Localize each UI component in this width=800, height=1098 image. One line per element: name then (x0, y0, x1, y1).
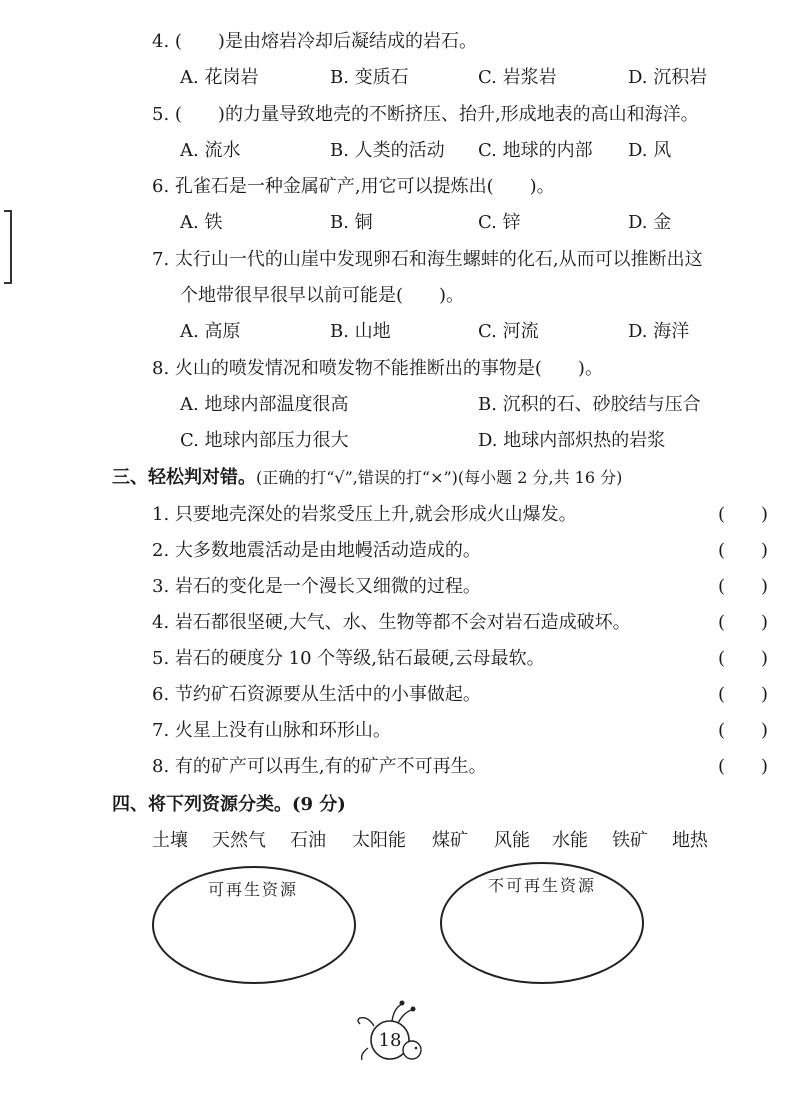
question-5-option-d: D. 风 (628, 140, 672, 161)
true-false-item-3: 3. 岩石的变化是一个漫长又细微的过程。 (152, 576, 481, 597)
resource-word[interactable]: 水能 (552, 830, 588, 851)
question-5-stem: 5. ( )的力量导致地壳的不断挤压、抬升,形成地表的高山和海洋。 (152, 104, 699, 125)
true-false-answer-blank-2[interactable]: ( ) (718, 540, 769, 561)
question-4-option-d: D. 沉积岩 (628, 67, 708, 88)
resource-word[interactable]: 太阳能 (352, 830, 406, 851)
question-8-option-a: A. 地球内部温度很高 (180, 394, 349, 415)
question-5-option-c: C. 地球的内部 (478, 140, 593, 161)
true-false-item-6: 6. 节约矿石资源要从生活中的小事做起。 (152, 684, 481, 705)
question-6-option-a: A. 铁 (180, 212, 223, 233)
question-8-option-b: B. 沉积的石、砂胶结与压合 (478, 394, 701, 415)
question-7-option-c: C. 河流 (478, 321, 539, 342)
true-false-item-1: 1. 只要地壳深处的岩浆受压上升,就会形成火山爆发。 (152, 504, 577, 525)
true-false-answer-blank-7[interactable]: ( ) (718, 720, 769, 741)
true-false-item-5: 5. 岩石的硬度分 10 个等级,钻石最硬,云母最软。 (152, 648, 545, 669)
binding-mark (4, 282, 12, 284)
true-false-answer-blank-1[interactable]: ( ) (718, 504, 769, 525)
true-false-item-2: 2. 大多数地震活动是由地幔活动造成的。 (152, 540, 481, 561)
nonrenewable-resources-label: 不可再生资源 (488, 876, 597, 895)
true-false-item-7: 7. 火星上没有山脉和环形山。 (152, 720, 391, 741)
question-8-option-d: D. 地球内部炽热的岩浆 (478, 430, 666, 451)
question-7-option-d: D. 海洋 (628, 321, 690, 342)
question-6-option-b: B. 铜 (330, 212, 373, 233)
question-5-option-a: A. 流水 (180, 140, 241, 161)
section-4-heading: 四、将下列资源分类。(9 分) (112, 794, 346, 815)
question-4-option-a: A. 花岗岩 (180, 67, 259, 88)
question-8-option-c: C. 地球内部压力很大 (180, 430, 349, 451)
resource-word[interactable]: 地热 (672, 830, 708, 851)
question-7-option-b: B. 山地 (330, 321, 391, 342)
section-3-heading (112, 466, 622, 490)
question-6-option-c: C. 锌 (478, 212, 521, 233)
page-number: 18 (378, 1030, 402, 1051)
true-false-item-8: 8. 有的矿产可以再生,有的矿产不可再生。 (152, 756, 487, 777)
binding-mark (10, 210, 12, 284)
true-false-answer-blank-3[interactable]: ( ) (718, 576, 769, 597)
resource-word[interactable]: 铁矿 (612, 830, 648, 851)
question-6-option-d: D. 金 (628, 212, 672, 233)
resource-word[interactable]: 天然气 (212, 830, 266, 851)
question-7-option-a: A. 高原 (180, 321, 241, 342)
true-false-answer-blank-4[interactable]: ( ) (718, 612, 769, 633)
section-3-title: 三、轻松判对错。 (112, 467, 256, 488)
section-3-instructions: (正确的打“√”,错误的打“×”)(每小题 2 分,共 16 分) (256, 468, 623, 487)
question-5-option-b: B. 人类的活动 (330, 140, 445, 161)
question-8-stem: 8. 火山的喷发情况和喷发物不能推断出的事物是( )。 (152, 358, 603, 379)
renewable-resources-label: 可再生资源 (208, 880, 299, 899)
binding-mark (4, 210, 12, 212)
true-false-answer-blank-5[interactable]: ( ) (718, 648, 769, 669)
question-4-option-c: C. 岩浆岩 (478, 67, 557, 88)
resource-word[interactable]: 煤矿 (432, 830, 468, 851)
resource-word[interactable]: 风能 (494, 830, 530, 851)
question-7-stem: 7. 太行山一代的山崖中发现卵石和海生螺蚌的化石,从而可以推断出这 (152, 249, 703, 270)
true-false-answer-blank-8[interactable]: ( ) (718, 756, 769, 777)
resource-word[interactable]: 土壤 (152, 830, 188, 851)
question-4-stem: 4. ( )是由熔岩冷却后凝结成的岩石。 (152, 31, 477, 52)
true-false-answer-blank-6[interactable]: ( ) (718, 684, 769, 705)
resource-word[interactable]: 石油 (290, 830, 326, 851)
true-false-item-4: 4. 岩石都很坚硬,大气、水、生物等都不会对岩石造成破坏。 (152, 612, 631, 633)
question-6-stem: 6. 孔雀石是一种金属矿产,用它可以提炼出( )。 (152, 176, 555, 197)
question-4-option-b: B. 变质石 (330, 67, 409, 88)
question-7-stem-continued: 个地带很早很早以前可能是( )。 (180, 285, 465, 306)
